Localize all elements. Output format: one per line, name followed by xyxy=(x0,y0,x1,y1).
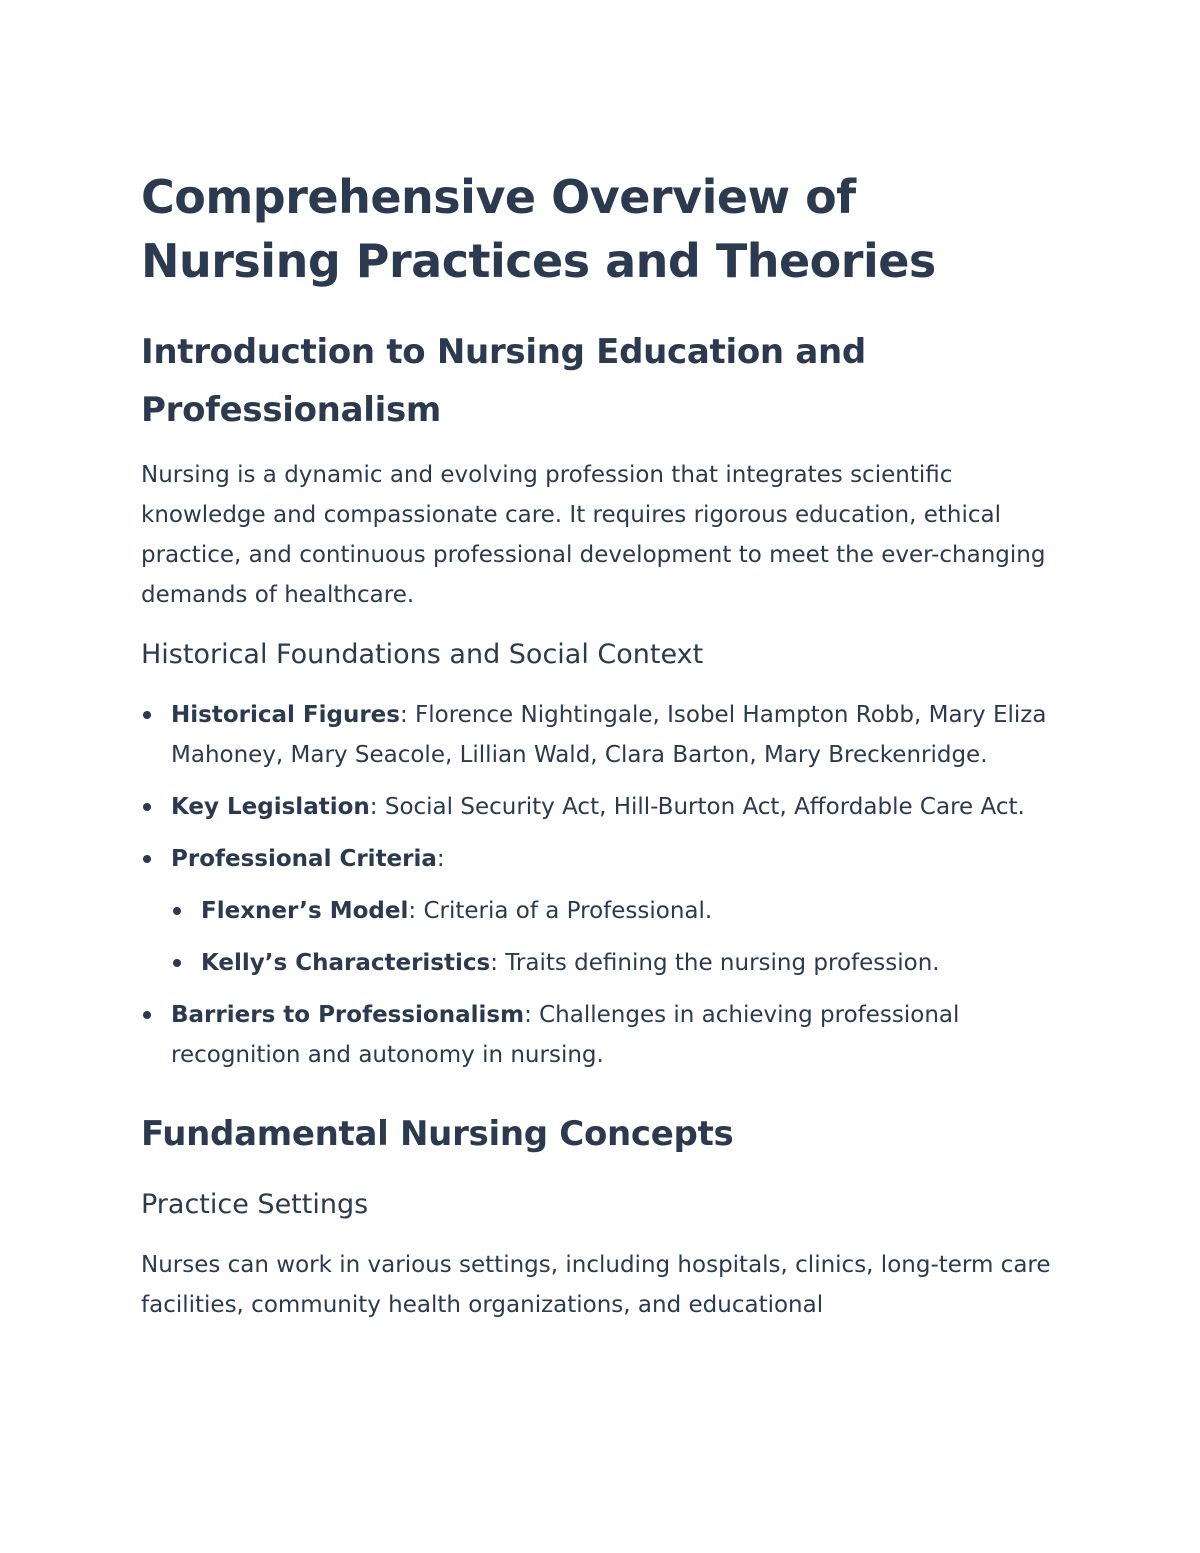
list-item-flexners-model xyxy=(171,891,1061,931)
list-item-text: : xyxy=(436,846,445,872)
document-page xyxy=(141,165,1061,1325)
historical-foundations-list xyxy=(141,695,1061,1075)
list-item-historical-figures xyxy=(141,695,1061,775)
bullet-icon xyxy=(143,803,151,811)
bullet-icon xyxy=(143,1011,151,1019)
list-item-text: : Social Security Act, Hill-Burton Act, Affordable Care Act. xyxy=(369,794,1025,820)
list-item-label: Kelly’s Characteristics xyxy=(201,950,491,976)
list-item-label: Historical Figures xyxy=(171,702,400,728)
list-item-professional-criteria xyxy=(141,839,1061,879)
list-item-text: : Criteria of a Professional. xyxy=(408,898,713,924)
subheading-historical-foundations: Historical Foundations and Social Context xyxy=(141,639,704,670)
list-item-label: Key Legislation xyxy=(171,794,370,820)
section-heading-introduction: Introduction to Nursing Education and Professionalism xyxy=(141,332,866,430)
introduction-paragraph: Nursing is a dynamic and evolving profession that integrates scientific knowledge and compassionate care. It requires rigorous education, ethical practice, and continuous professional development to meet the ever-changing demands of healthcare. xyxy=(141,462,1046,608)
list-item-kellys-characteristics xyxy=(171,943,1061,983)
list-item-text: : Florence Nightingale, Isobel Hampton Robb, Mary Eliza Mahoney, Mary Seacole, Lillian Wald, Clara Barton, Mary Breckenridge. xyxy=(171,702,1047,768)
list-item-label: Professional Criteria xyxy=(171,846,437,872)
list-item-key-legislation xyxy=(141,787,1061,827)
list-item-barriers-to-professionalism xyxy=(141,995,1061,1075)
list-item-text: : Traits defining the nursing profession. xyxy=(490,950,940,976)
bullet-icon xyxy=(173,959,181,967)
list-item-label: Barriers to Professionalism xyxy=(171,1002,525,1028)
subheading-practice-settings: Practice Settings xyxy=(141,1189,369,1220)
practice-settings-paragraph: Nurses can work in various settings, including hospitals, clinics, long-term care facilities, community health organizations, and educational xyxy=(141,1252,1051,1318)
bullet-icon xyxy=(143,855,151,863)
document-title: Comprehensive Overview of Nursing Practices and Theories xyxy=(141,170,936,288)
bullet-icon xyxy=(143,711,151,719)
list-item-text: : Challenges in achieving professional recognition and autonomy in nursing. xyxy=(171,1002,960,1068)
bullet-icon xyxy=(173,907,181,915)
section-heading-fundamental-concepts: Fundamental Nursing Concepts xyxy=(141,1114,734,1154)
list-item-label: Flexner’s Model xyxy=(201,898,409,924)
